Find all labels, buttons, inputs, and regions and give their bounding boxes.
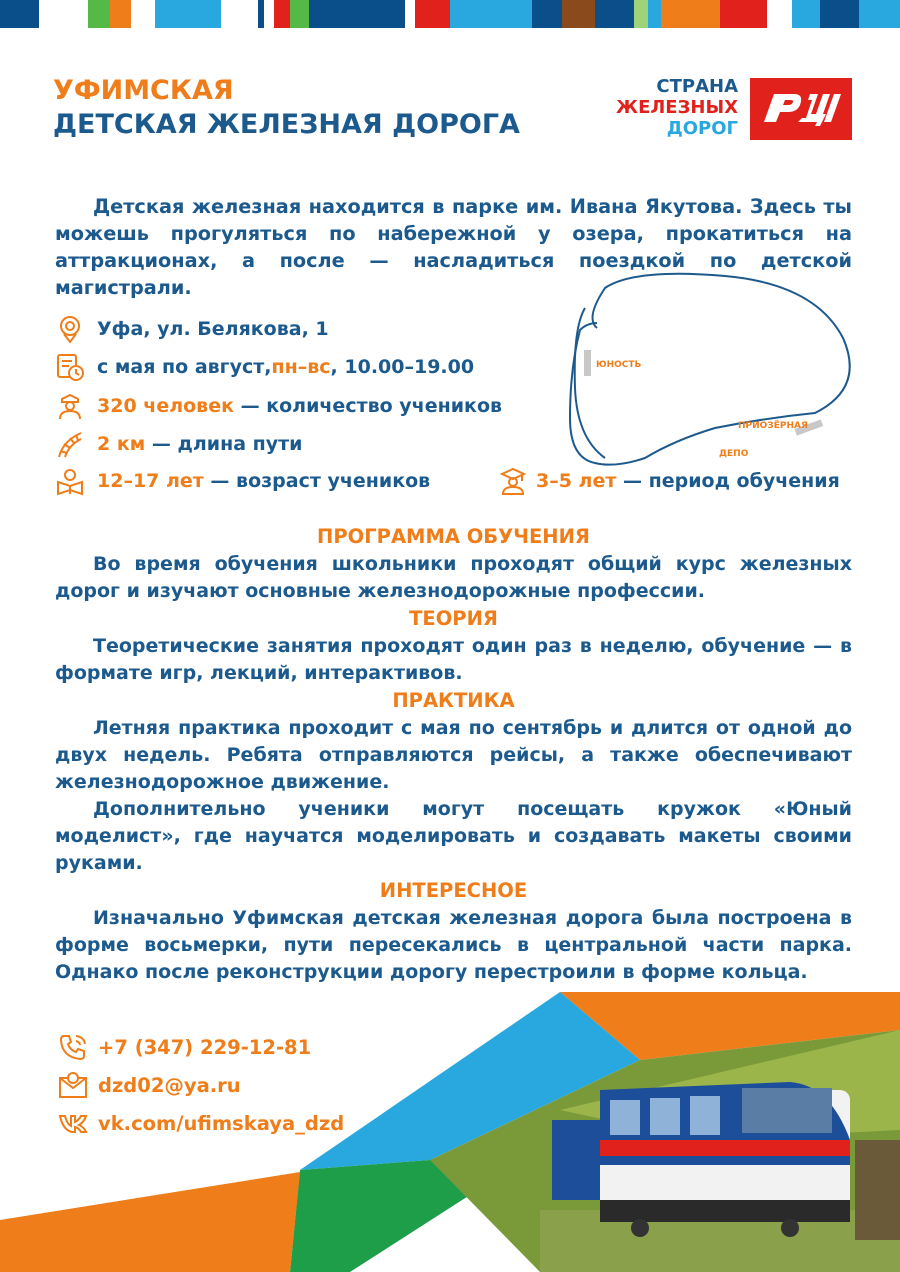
fact-schedule [55, 352, 474, 382]
practice-paragraph-1: Летняя практика проходит с мая по сентябрь и длится от одной до двух недель. Ребята отправляются рейсы, а также обеспечивают железнодорожное движение. [55, 717, 852, 793]
calendar-clock-icon [55, 352, 85, 382]
length-label: — длина пути [145, 433, 303, 455]
program-paragraph: Во время обучения школьники проходят общий курс железных дорог и изучают основные железнодорожные профессии. [55, 553, 852, 602]
route-map [565, 268, 855, 468]
fact-address [55, 314, 329, 344]
interesting-paragraph: Изначально Уфимская детская железная дорога была построена в форме восьмерки, пути пересекались в центральной части парка. Однако после реконструкции дорогу перестроили в форме кольца. [55, 907, 852, 983]
station-marker-1 [584, 350, 591, 376]
contact-email[interactable] [58, 1070, 241, 1100]
title-line-2: ДЕТСКАЯ ЖЕЛЕЗНАЯ ДОРОГА [53, 109, 520, 140]
schedule-text-1: с мая по август, [97, 356, 272, 378]
practice-paragraph-2: Дополнительно ученики могут посещать кружок «Юный моделист», где научатся моделировать и создавать макеты своими руками. [55, 798, 852, 874]
email-address: dzd02@ya.ru [98, 1073, 241, 1097]
fact-students [55, 391, 502, 421]
period-value: 3–5 лет [536, 470, 617, 492]
practice-heading: ПРАКТИКА [392, 689, 515, 712]
orange-triangle [0, 1172, 300, 1272]
fact-age [55, 466, 430, 496]
contact-phone[interactable] [58, 1032, 311, 1062]
station-label-2: ПРИОЗЁРНАЯ [738, 421, 808, 431]
top-color-bar [0, 0, 900, 28]
rzd-logo [612, 76, 852, 140]
main-content [55, 523, 852, 986]
fact-length [55, 429, 302, 459]
station-label-3: ДЕПО [719, 449, 749, 459]
logo-line-2: ЖЕЛЕЗНЫХ [616, 97, 738, 118]
tree-trunk [855, 1140, 900, 1240]
fact-period [498, 466, 840, 496]
logo-line-3: ДОРОГ [666, 118, 738, 139]
vk-link: vk.com/ufimskaya_dzd [98, 1111, 345, 1135]
logo-text [612, 76, 738, 139]
vk-icon [58, 1108, 88, 1138]
rzd-mark [750, 78, 852, 140]
location-icon [55, 314, 85, 344]
title-line-1: УФИМСКАЯ [53, 75, 234, 106]
theory-heading: ТЕОРИЯ [409, 607, 498, 630]
student-book-icon [55, 466, 85, 496]
program-heading: ПРОГРАММА ОБУЧЕНИЯ [317, 525, 590, 548]
age-value: 12–17 лет [97, 470, 204, 492]
age-label: — возраст учеников [203, 470, 431, 492]
intro-paragraph: Детская железная находится в парке им. Ивана Якутова. Здесь ты можешь прогуляться по набережной у озера, прокатиться на аттракционах, а после — насладиться поездкой по детской магистрали. [55, 195, 852, 299]
email-icon [58, 1070, 88, 1100]
graduate-icon [498, 466, 528, 496]
schedule-days: пн–вс [271, 356, 331, 378]
rail-track-icon [55, 429, 85, 459]
students-count: 320 человек [97, 395, 234, 417]
conductor-icon [55, 391, 85, 421]
students-label: — количество учеников [233, 395, 503, 417]
length-value: 2 км [97, 433, 146, 455]
interesting-heading: ИНТЕРЕСНОЕ [379, 879, 528, 902]
period-label: — период обучения [616, 470, 840, 492]
contact-vk[interactable] [58, 1108, 344, 1138]
phone-number: +7 (347) 229-12-81 [98, 1035, 312, 1059]
page-title [53, 74, 520, 142]
logo-line-1: СТРАНА [656, 76, 738, 97]
schedule-hours: , 10.00–19.00 [330, 356, 475, 378]
phone-icon [58, 1032, 88, 1062]
station-label-1: ЮНОСТЬ [596, 360, 642, 370]
theory-paragraph: Теоретические занятия проходят один раз в неделю, обучение — в формате игр, лекций, интерактивов. [55, 635, 852, 684]
address-text: Уфа, ул. Белякова, 1 [97, 318, 329, 340]
